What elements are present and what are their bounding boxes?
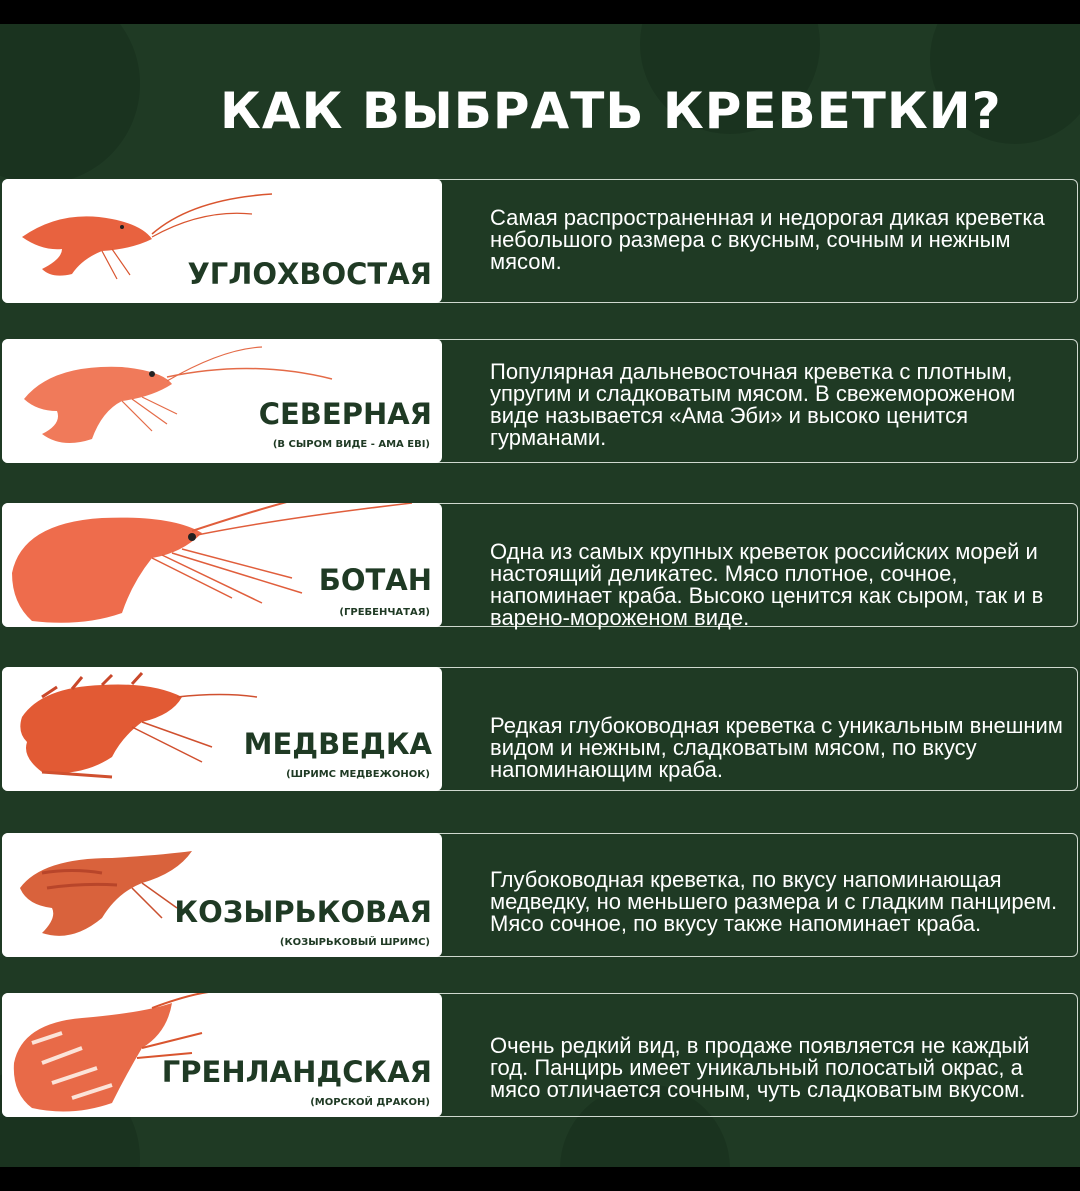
card-image-panel [2, 503, 442, 627]
shrimp-name: СЕВЕРНАЯ [258, 397, 432, 431]
background-circle [0, 24, 140, 184]
poster [0, 24, 1080, 1167]
shrimp-name: ГРЕНЛАНДСКАЯ [161, 1055, 432, 1089]
shrimp-card-bear [0, 667, 1080, 793]
card-image-panel [2, 179, 442, 303]
shrimp-description: Глубоководная креветка, по вкусу напоминающая медведку, но меньшего размера и с гладким панцирем. Мясо сочное, по вкусу также напоминает краба. [490, 867, 1058, 936]
shrimp-card-northern [0, 339, 1080, 465]
shrimp-description: Очень редкий вид, в продаже появляется не каждый год. Панцирь имеет уникальный полосатый окрас, а мясо отличается сочным, чуть сладковатым вкусом. [490, 1033, 1030, 1102]
shrimp-card-visor [0, 833, 1080, 959]
shrimp-subtitle: (МОРСКОЙ ДРАКОН) [310, 1097, 430, 1108]
shrimp-card-greenland [0, 993, 1080, 1119]
bottom-bar [0, 1167, 1080, 1191]
shrimp-subtitle: (ШРИМС МЕДВЕЖОНОК) [286, 769, 430, 780]
shrimp-description: Популярная дальневосточная креветка с плотным, упругим и сладковатым мясом. В свежемороженом виде называется «Ама Эби» и высоко ценится гурманами. [490, 359, 1016, 450]
shrimp-subtitle: (КОЗЫРЬКОВЫЙ ШРИМС) [279, 937, 430, 948]
shrimp-subtitle: (ГРЕБЕНЧАТАЯ) [339, 607, 430, 618]
shrimp-description: Редкая глубоководная креветка с уникальным внешним видом и нежным, сладковатым мясом, по вкусу напоминающим краба. [490, 713, 1063, 782]
shrimp-name: МЕДВЕДКА [243, 727, 432, 761]
card-image-panel [2, 833, 442, 957]
card-image-panel [2, 993, 442, 1117]
shrimp-subtitle: (В СЫРОМ ВИДЕ - АМА ЕВI) [272, 439, 430, 450]
shrimp-description: Одна из самых крупных креветок российских морей и настоящий деликатес. Мясо плотное, сочное, напоминает краба. Высоко ценится как сыром, так и в варено-мороженом виде. [490, 539, 1044, 630]
shrimp-card-botan [0, 503, 1080, 629]
shrimp-description: Самая распространенная и недорогая дикая креветка небольшого размера с вкусным, сочным и нежным мясом. [490, 205, 1045, 274]
card-image-panel [2, 667, 442, 791]
card-image-panel [2, 339, 442, 463]
shrimp-name: БОТАН [318, 563, 432, 597]
shrimp-card-angletail [0, 179, 1080, 305]
shrimp-name: УГЛОХВОСТАЯ [187, 257, 432, 291]
shrimp-name: КОЗЫРЬКОВАЯ [174, 895, 432, 929]
page-title: КАК ВЫБРАТЬ КРЕВЕТКИ? [220, 82, 1002, 140]
